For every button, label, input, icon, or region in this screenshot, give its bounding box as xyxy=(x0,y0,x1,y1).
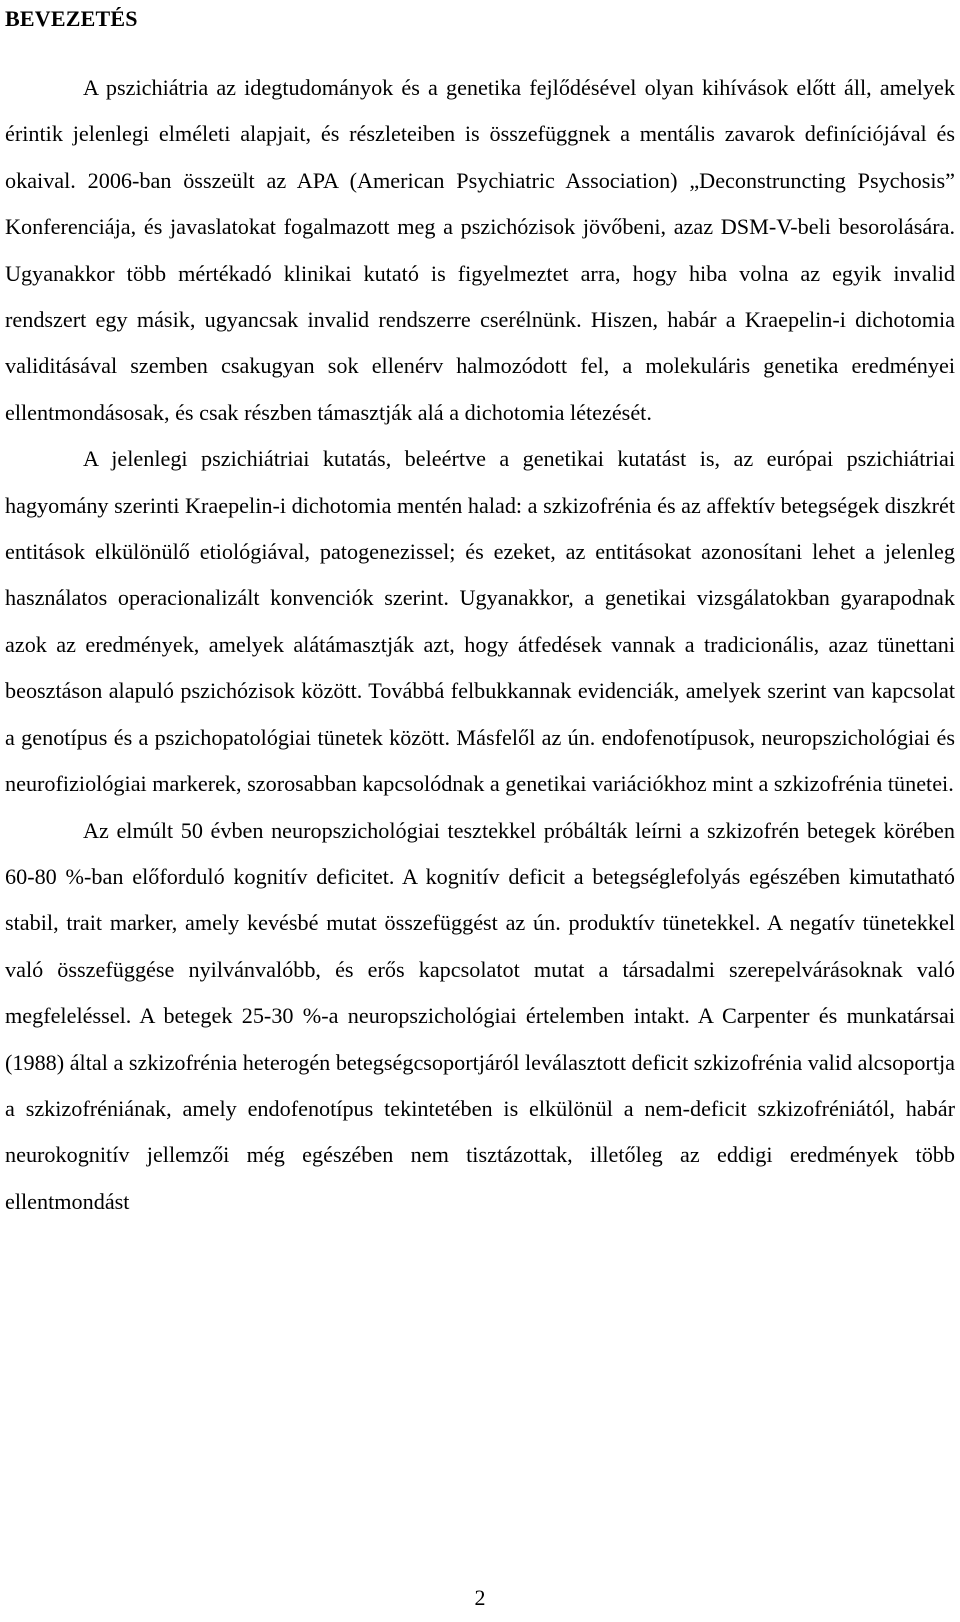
page-number: 2 xyxy=(474,1585,486,1610)
paragraph-3: Az elmúlt 50 évben neuropszichológiai tesztekkel próbálták leírni a szkizofrén betegek körében 60-80 %-ban előforduló kognitív deficitet. A kognitív deficit a betegséglefolyás egészében kimutatható stabil, trait marker, amely kevésbé mutat összefüggést az ún. produktív tünetekkel. A negatív tünetekkel való összefüggése nyilvánvalóbb, és erős kapcsolatot mutat a társadalmi szerepelvárásoknak való megfeleléssel. A betegek 25-30 %-a neuropszichológiai értelemben intakt. A Carpenter és munkatársai (1988) által a szkizofrénia heterogén betegségcsoportjáról leválasztott deficit szkizofrénia valid alcsoportja a szkizofréniának, amely endofenotípus tekintetében is elkülönül a nem-deficit szkizofréniától, habár neurokognitív jellemzői még egészében nem tisztázottak, illetőleg az eddigi eredmények több ellentmondást xyxy=(5,817,955,1214)
document-page xyxy=(5,0,955,1225)
paragraph-1: A pszichiátria az idegtudományok és a genetika fejlődésével olyan kihívások előtt áll, amelyek érintik jelenlegi elméleti alapjait, és részleteiben is összefüggnek a mentális zavarok definíciójával és okaival. 2006-ban összeült az APA (American Psychiatric Association) „Deconstruncting Psychosis” Konferenciája, és javaslatokat fogalmazott meg a pszichózisok jövőbeni, azaz DSM-V-beli besorolására. Ugyanakkor több mértékadó klinikai kutató is figyelmeztet arra, hogy hiba volna az egyik invalid rendszert egy másik, ugyancsak invalid rendszerre cserélnünk. Hiszen, habár a Kraepelin-i dichotomia validitásával szemben csakugyan sok ellenérv halmozódott fel, a molekuláris genetika eredményei ellentmondásosak, és csak részben támasztják alá a dichotomia létezését. xyxy=(5,75,955,425)
body-text xyxy=(5,65,955,1225)
paragraph-2: A jelenlegi pszichiátriai kutatás, beleértve a genetikai kutatást is, az európai pszichiátriai hagyomány szerinti Kraepelin-i dichotomia mentén halad: a szkizofrénia és az affektív betegségek diszkrét entitások elkülönülő etiológiával, patogenezissel; és ezeket, az entitásokat azonosítani lehet a jelenleg használatos operacionalizált konvenciók szerint. Ugyanakkor, a genetikai vizsgálatokban gyarapodnak azok az eredmények, amelyek alátámasztják azt, hogy átfedések vannak a tradicionális, azaz tünettani beosztáson alapuló pszichózisok között. Továbbá felbukkannak evidenciák, amelyek szerint van kapcsolat a genotípus és a pszichopatológiai tünetek között. Másfelől az ún. endofenotípusok, neuropszichológiai és neurofiziológiai markerek, szorosabban kapcsolódnak a genetikai variációkhoz mint a szkizofrénia tünetei. xyxy=(5,446,955,797)
section-heading: BEVEZETÉS xyxy=(5,6,138,31)
